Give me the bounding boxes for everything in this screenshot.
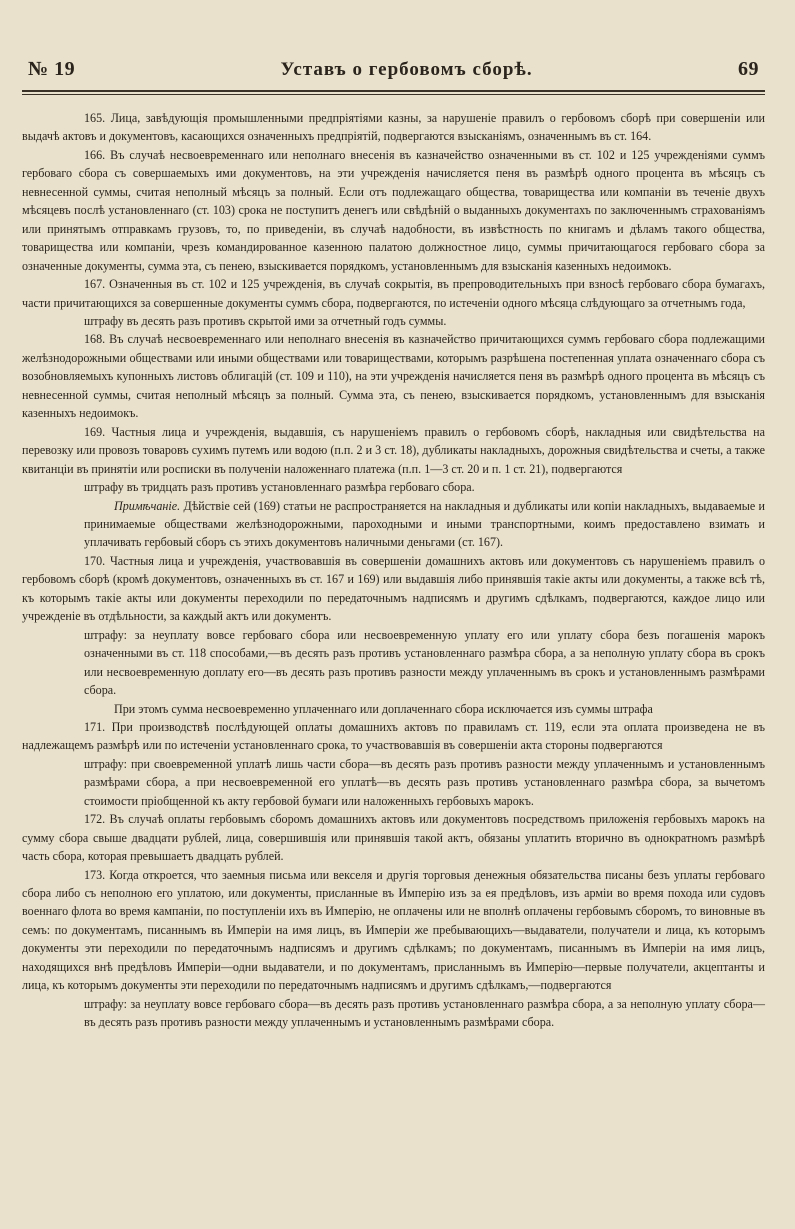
paragraph-text: 169. Частныя лица и учрежденія, выдавшія, съ нарушеніемъ правилъ о гербовомъ сборѣ, накладныя или свидѣтельства на перевозку или провозъ товаровъ сухимъ путемъ или водою (п.п. 2 и 3 ст. 18), дубликаты накладныхъ, дорожныя свидѣтельства и счеты, а также квитанціи въ принятіи или росписки въ полученіи наложеннаго платежа (п.п. 1—3 ст. 20 и п. 1 ст. 21), подвергаются [22, 424, 765, 476]
header-rule [22, 90, 765, 92]
paragraph-text: 167. Означенныя въ ст. 102 и 125 учрежденія, въ случаѣ сокрытія, въ препроводительныхъ при взносѣ гербоваго сбора бумагахъ, части причитающихся за совершенные документы суммъ сбора, подвергаются, по истеченіи одного мѣсяца слѣдующаго за отчетнымъ года, [22, 277, 765, 310]
article-paragraph [22, 109, 765, 146]
article-paragraph [22, 423, 765, 478]
paragraph-text: штрафу: при своевременной уплатѣ лишь части сбора—въ десять разъ противъ разности между уплаченнымъ и установленнымъ размѣрами сбора, а при несвоевременной его уплатѣ—въ десять разъ противъ установленнаго размѣра сбора, за вычетомъ стоимости пріобщенной къ акту гербовой бумаги или наложенныхъ гербовыхъ марокъ. [84, 756, 765, 808]
body-text [22, 109, 765, 1032]
indented-paragraph [22, 312, 765, 330]
indented-paragraph [22, 478, 765, 496]
article-paragraph [22, 718, 765, 755]
indented-paragraph [22, 700, 765, 718]
paragraph-text: 172. Въ случаѣ оплаты гербовымъ сборомъ домашнихъ актовъ или документовъ посредствомъ приложенія гербовыхъ марокъ на сумму сбора свыше двадцати рублей, лица, совершившія или принявшія такой актъ, обязаны уплатить вторично въ однократномъ размѣрѣ часть сбора, которая превышаетъ двадцать рублей. [22, 812, 765, 864]
article-paragraph [22, 330, 765, 422]
note-lead: Примѣчаніе. [114, 498, 181, 513]
page-header [22, 58, 765, 81]
article-paragraph [22, 866, 765, 995]
paragraph-text: 166. Въ случаѣ несвоевременнаго или неполнаго внесенія въ казначейство означенными въ ст. 102 и 125 учрежденіями суммъ гербоваго сбора съ совершаемыхъ ими документовъ, на эти учрежденія начисляется пеня въ размѣрѣ одного процента въ мѣсяцъ съ невнесенной суммы, считая неполный мѣсяцъ за полный. Если отъ подлежащаго общества, товарищества или компаніи въ теченіе двухъ мѣсяцевъ послѣ установленнаго (ст. 103) срока не поступитъ денегъ или свѣдѣній о выданныхъ документахъ по заключеннымъ страхованіямъ или принятымъ отправкамъ грузовъ, то, по приведеніи, въ случаѣ надобности, въ извѣстность по книгамъ и дѣламъ такого общества, товарищества или компаніи, чрезъ командированное казенною палатою должностное лицо, суммы причитающагося гербоваго сбора за означенные документы, сумма эта, съ пенею, взыскивается порядкомъ, установленнымъ для взысканія казенныхъ недоимокъ. [22, 147, 765, 273]
paragraph-text: штрафу въ десять разъ противъ скрытой ими за отчетный годъ суммы. [84, 313, 447, 328]
paragraph-text: 165. Лица, завѣдующія промышленными предпріятіями казны, за нарушеніе правилъ о гербовомъ сборѣ при совершеніи или выдачѣ актовъ и документовъ, касающихся означенныхъ предпріятій, подвергаются взысканіямъ, означеннымъ въ ст. 164. [22, 111, 765, 144]
article-paragraph [22, 146, 765, 275]
indented-paragraph [22, 995, 765, 1032]
indented-paragraph [22, 755, 765, 810]
header-rule-thin [22, 94, 765, 95]
indented-paragraph [22, 626, 765, 700]
article-paragraph [22, 552, 765, 626]
paragraph-text: штрафу: за неуплату вовсе гербоваго сбора или несвоевременную уплату его или уплату сбора безъ погашенія марокъ означенными въ ст. 118 способами,—въ десять разъ противъ установленнаго размѣра сбора, а за неполную уплату сбора въ срокъ или несвоевременную доплату его—въ десять разъ противъ разности между уплаченнымъ въ срокъ и установленнымъ размѣрами сбора. [84, 627, 765, 698]
paragraph-text: 168. Въ случаѣ несвоевременнаго или неполнаго внесенія въ казначейство причитающихся суммъ гербоваго сбора подлежащими желѣзнодорожными обществами или иными обществами или товариществами, которымъ разрѣшена постепенная уплата означеннаго сбора съ возобновляемыхъ купонныхъ листовъ облигацій (ст. 109 и 110), на эти учрежденія начисляется пеня въ размѣрѣ одного процента въ мѣсяцъ съ невнесенной суммы, считая неполный мѣсяцъ за полный. Сумма эта, съ пенею, взыскивается порядкомъ, установленнымъ для взысканія казенныхъ недоимокъ. [22, 332, 765, 421]
paragraph-text: При этомъ сумма несвоевременно уплаченнаго или доплаченнаго сбора исключается изъ суммы штрафа [114, 701, 653, 716]
paragraph-text: штрафу: за неуплату вовсе гербоваго сбора—въ десять разъ противъ установленнаго размѣра сбора, а за неполную уплату сбора—въ десять разъ противъ разности между уплаченнымъ и установленнымъ размѣрами сбора. [84, 996, 765, 1030]
paragraph-text: Дѣйствіе сей (169) статьи не распространяется на накладныя и дубликаты или копіи накладныхъ, выдаваемые и принимаемые обществами желѣзнодорожными, пароходными и иными транспортными, коимъ предоставлено взимать и уплачивать гербовый сборъ съ этихъ документовъ наличными деньгами (ст. 167). [84, 498, 765, 550]
paragraph-text: 171. При производствѣ послѣдующей оплаты домашнихъ актовъ по правиламъ ст. 119, если эта оплата произведена не въ надлежащемъ размѣрѣ или по истеченіи установленнаго срока, то участвовавшія въ совершеніи акта стороны подвергаются [22, 719, 765, 753]
article-paragraph [22, 275, 765, 312]
paragraph-text: штрафу въ тридцать разъ противъ установленнаго размѣра гербоваго сбора. [84, 480, 475, 495]
paragraph-text: 170. Частныя лица и учрежденія, участвовавшія въ совершеніи домашнихъ актовъ или документовъ съ нарушеніемъ правилъ о гербовомъ сборѣ (кромѣ документовъ, означенныхъ въ ст. 167 и 169) или выдавшія либо принявшія такіе акты или документы, а также всѣ тѣ, къ которымъ такіе акты или документы переходили по передаточнымъ надписямъ и другимъ сдѣлкамъ, подвергаются, каждое лицо или учрежденіе въ отдѣльности, за каждый актъ или документъ. [22, 553, 765, 624]
paragraph-text: 173. Когда откроется, что заемныя письма или векселя и другія торговыя денежныя обязательства писаны безъ уплаты гербоваго сбора либо съ неполною его уплатою, или документы, присланные въ Имперію изъ за ея предѣловъ, изъ арміи во время похода или судовъ военнаго флота во время кампаніи, по поступленіи ихъ въ Имперію, не оплачены или не вполнѣ оплачены гербовымъ сборомъ, то виновные въ семъ: по документамъ, писаннымъ въ Имперіи на имя лицъ, въ Имперіи же пребывающихъ—выдаватели, получатели и лица, къ которымъ документы эти переходили по передаточнымъ надписямъ и другимъ сдѣлкамъ; по документамъ, писаннымъ въ Имперіи на имя лицъ, находящихся внѣ предѣловъ Имперіи—одни выдаватели, и по документамъ, присланнымъ въ Имперію—первые получатели, акцептанты и лица, къ которымъ документы эти переходили по передаточнымъ надписямъ и другимъ сдѣлкамъ,—подвергаются [22, 867, 765, 993]
page-number: 69 [737, 58, 759, 80]
running-title: Уставъ о гербовомъ сборѣ. [280, 59, 533, 80]
indented-paragraph [22, 497, 765, 552]
article-paragraph [22, 810, 765, 865]
document-number: № 19 [28, 58, 76, 80]
